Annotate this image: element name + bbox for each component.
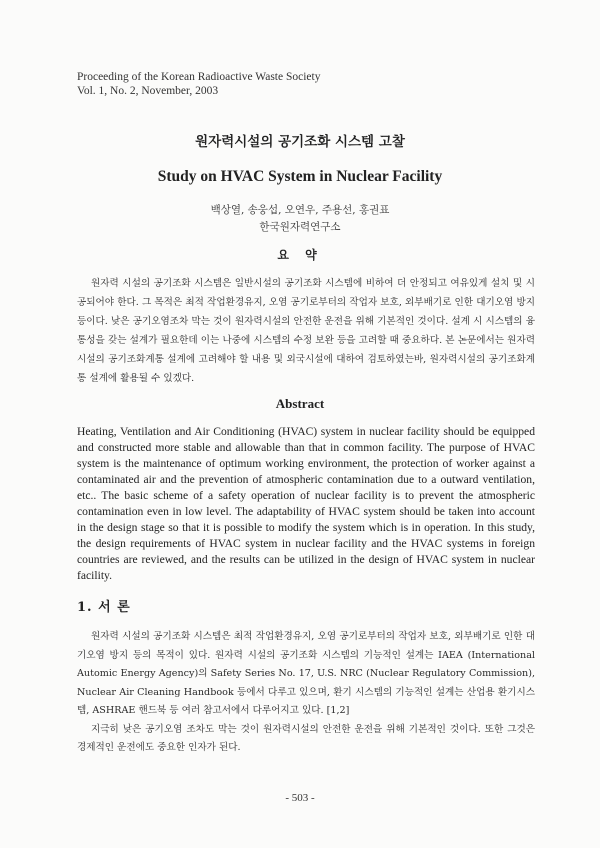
author-list: 백상열, 송웅섭, 오연우, 주용선, 홍권표	[210, 204, 390, 216]
title-english: Study on HVAC System in Nuclear Facility	[157, 168, 443, 185]
journal-issue: Vol. 1, No. 2, November, 2003	[77, 85, 219, 97]
section-body-introduction	[77, 628, 535, 758]
abstract-english-text: Heating, Ventilation and Air Conditioning (HVAC) system in nuclear facility should be equipped and constructed more stable and allowable than that in common facility. The purpose of HVAC system is the maintenance of optimum working environment, the protection of worker against a contaminated air and the prevention of atmospheric contamination due to a outward ventilation, etc.. The basic scheme of a safety operation of nuclear facility is to prevent the atmospheric contamination even in low level. The adaptability of HVAC system should be taken into account in the design stage so that it is possible to modify the system which is in operation. In this study, the design requirements of HVAC system in nuclear facility and the HVAC systems in foreign countries are reviewed, and the results can be utilized in the design of HVAC system in nuclear facility.	[77, 425, 535, 582]
title-korean: 원자력시설의 공기조화 시스템 고찰	[195, 134, 405, 150]
page-number: - 503 -	[285, 792, 315, 804]
affiliation: 한국원자력연구소	[259, 221, 341, 233]
journal-header	[77, 70, 320, 98]
section-heading-introduction: 1. 서 론	[77, 600, 131, 615]
paragraph: 지극히 낮은 공기오염 조차도 막는 것이 원자력시설의 안전한 운전을 위해 기본적인 것이다. 또한 그것은 경제적인 운전에도 중요한 인자가 된다.	[77, 723, 535, 753]
abstract-korean-text: 원자력 시설의 공기조화 시스템은 일반시설의 공기조화 시스템에 비하여 더 안정되고 여유있게 설치 및 시공되어야 한다. 그 목적은 최적 작업환경유지, 오염 공기로부터의 작업자 보호, 외부배기로 인한 대기오염 방지 등이다. 낮은 공기오염조차 막는 것이 원자력시설의 안전한 운전을 위해 기본적인 것이다. 설계 시 시스템의 융통성을 갖는 설계가 필요한데 이는 나중에 시스템의 수정 보완 등을 고려할 때 중요하다. 본 논문에서는 원자력시설의 공기조화계통 설계에 고려해야 할 내용 및 외국시설에 대하여 검토하였는바, 원자력시설의 공기조화계통 설계에 활용될 수 있겠다.	[77, 278, 535, 384]
journal-name: Proceeding of the Korean Radioactive Waste Society	[77, 71, 321, 83]
author-block	[0, 202, 600, 236]
abstract-english-heading: Abstract	[275, 396, 325, 411]
abstract-korean	[77, 274, 535, 388]
abstract-english	[77, 424, 535, 584]
paragraph: 원자력 시설의 공기조화 시스템은 최적 작업환경유지, 오염 공기로부터의 작업자 보호, 외부배기로 인한 대기오염 방지 등의 목적이 있다. 원자력 시설의 공기조화 시스템의 기능적인 설계는 IAEA (International Automic Energy Agency)의 Safety Series No. 17, U.S. NRC (Nuclear Regulatory Commission), Nuclear Air Cleaning Handbook 등에서 다루고 있으며, 환기 시스템의 기능적인 설계는 산업용 환기시스템, ASHRAE 핸드북 등 여러 참고서에서 다루어지고 있다. [1,2]	[77, 631, 535, 716]
abstract-korean-heading: 요 약	[277, 248, 323, 262]
